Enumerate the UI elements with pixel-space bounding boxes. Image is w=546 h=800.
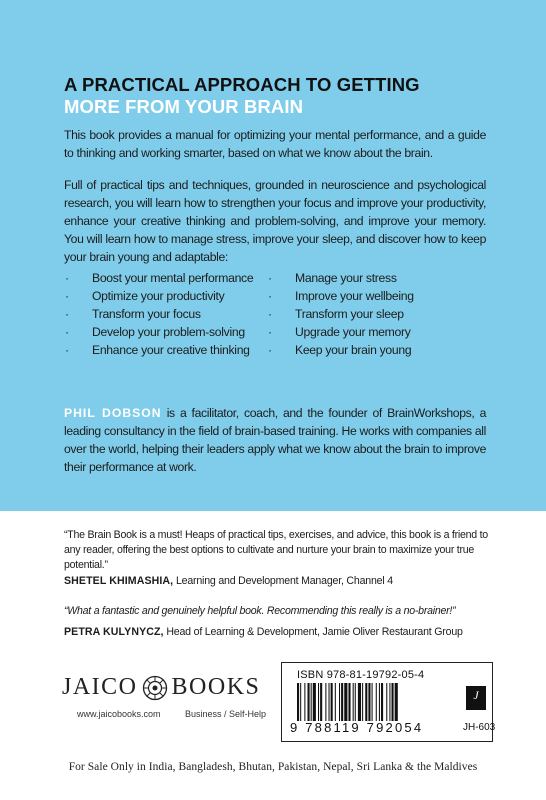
bullet-icon: ·: [65, 289, 69, 303]
barcode-bar: [368, 683, 370, 721]
logo-letter: J: [473, 688, 479, 702]
list-item: [267, 341, 414, 359]
barcode-bar: [348, 683, 350, 721]
heading-line-2: MORE FROM YOUR BRAIN: [64, 96, 304, 117]
barcode-digits: 9 788119 792054: [290, 720, 424, 735]
bullet-icon: ·: [65, 307, 69, 321]
barcode-bar: [300, 683, 301, 721]
list-item: [267, 305, 414, 323]
description-paragraph: Full of practical tips and techniques, grounded in neuroscience and psychological research, you will learn how to strengthen your focus and improve your productivity, enhance your creative thinking and problem-solving, and improve your memory. You will learn how to manage stress, improve your sleep, and discover how to keep your brain young and adaptable:: [64, 178, 486, 264]
bullet-icon: ·: [268, 307, 272, 321]
barcode-bar: [320, 683, 322, 721]
endorsement-attribution-2: [64, 626, 463, 638]
publisher-logo: [62, 674, 260, 701]
list-item-label: Boost your mental performance: [92, 271, 254, 285]
barcode-bar: [362, 683, 363, 721]
barcode-bar: [304, 683, 305, 721]
barcode-bar: [313, 683, 316, 721]
endorser-role: Learning and Development Manager, Channel 4: [173, 575, 393, 587]
author-bio: [64, 404, 486, 476]
endorser-role: Head of Learning & Development, Jamie Oliver Restaurant Group: [163, 626, 463, 638]
benefits-list-right: [267, 269, 414, 359]
endorser-name: PETRA KULYNYCZ,: [64, 626, 164, 638]
barcode-bar: [339, 683, 340, 721]
barcode-bar: [344, 683, 347, 721]
endorser-name: SHETEL KHIMASHIA,: [64, 575, 174, 587]
barcode-bar: [392, 683, 394, 721]
barcode-bar: [318, 683, 319, 721]
isbn-text: ISBN 978-81-19792-05-4: [297, 669, 425, 681]
endorsement-attribution-1: [64, 575, 393, 587]
intro-paragraph: This book provides a manual for optimizing your mental performance, and a guide to thinking and working smarter, based on what we know about the brain.: [64, 128, 486, 160]
publisher-name-left: JAICO: [62, 674, 138, 700]
endorsement-quote-2: “What a fantastic and genuinely helpful book. Recommending this really is a no-brainer!”: [64, 605, 456, 617]
jaico-small-logo-icon: [466, 686, 486, 710]
list-item: [267, 323, 414, 341]
bullet-icon: ·: [268, 289, 272, 303]
list-item-label: Optimize your productivity: [92, 289, 225, 303]
bullet-icon: ·: [268, 343, 272, 357]
list-item: [64, 341, 253, 359]
endorsement-quote-1: “The Brain Book is a must! Heaps of practical tips, exercises, and advice, this book is a friend to any reader, offering the best options to cultivate and nurture your brain to maximize your true potential.”: [64, 529, 488, 571]
list-item-label: Develop your problem-solving: [92, 325, 245, 339]
list-item: [64, 287, 253, 305]
barcode-bar: [376, 683, 377, 721]
list-item: [267, 269, 414, 287]
barcode-bar: [379, 683, 380, 721]
bullet-icon: ·: [268, 325, 272, 339]
bullet-icon: ·: [65, 343, 69, 357]
barcode-bar: [381, 683, 383, 721]
list-item-label: Manage your stress: [295, 271, 397, 285]
bullet-icon: ·: [268, 271, 272, 285]
barcode-bar: [335, 683, 336, 721]
list-item-label: Transform your focus: [92, 307, 201, 321]
product-code: JH-603: [463, 722, 496, 733]
list-item-label: Improve your wellbeing: [295, 289, 414, 303]
author-name: PHIL DOBSON: [64, 406, 162, 420]
benefits-list-left: [64, 269, 253, 359]
barcode-bar: [355, 683, 356, 721]
publisher-website: www.jaicobooks.com: [77, 709, 161, 719]
barcode: [297, 683, 457, 721]
list-item: [64, 305, 253, 323]
barcode-bar: [331, 683, 333, 721]
barcode-bar: [386, 683, 387, 721]
heading-line-1: A PRACTICAL APPROACH TO GETTING: [64, 74, 420, 95]
cover-heading: [64, 74, 420, 118]
list-item-label: Upgrade your memory: [295, 325, 411, 339]
list-item: [64, 323, 253, 341]
sale-territory-notice: For Sale Only in India, Bangladesh, Bhutan, Pakistan, Nepal, Sri Lanka & the Maldives: [68, 761, 478, 773]
book-category: Business / Self-Help: [185, 709, 267, 719]
barcode-bar: [365, 683, 367, 721]
bullet-icon: ·: [65, 271, 69, 285]
barcode-bar: [353, 683, 354, 721]
list-item-label: Enhance your creative thinking: [92, 343, 250, 357]
list-item: [64, 269, 253, 287]
barcode-bar: [395, 683, 398, 721]
list-item: [267, 287, 414, 305]
barcode-bar: [389, 683, 390, 721]
list-item-label: Keep your brain young: [295, 343, 412, 357]
barcode-bar: [308, 683, 310, 721]
author-bio-text: is a facilitator, coach, and the founder of BrainWorkshops, a leading consultancy in the field of brain-based training. He works with companies all over the world, helping their leaders apply what we know about the brain to improve their performance at work.: [64, 406, 486, 474]
publisher-name-right: BOOKS: [171, 674, 261, 700]
barcode-bar: [329, 683, 330, 721]
sun-emblem-icon: [142, 675, 168, 701]
barcode-bar: [297, 683, 299, 721]
barcode-bar: [372, 683, 373, 721]
barcode-bar: [325, 683, 326, 721]
list-item-label: Transform your sleep: [295, 307, 404, 321]
barcode-bar: [341, 683, 343, 721]
barcode-bar: [311, 683, 312, 721]
bullet-icon: ·: [65, 325, 69, 339]
barcode-bar: [358, 683, 361, 721]
